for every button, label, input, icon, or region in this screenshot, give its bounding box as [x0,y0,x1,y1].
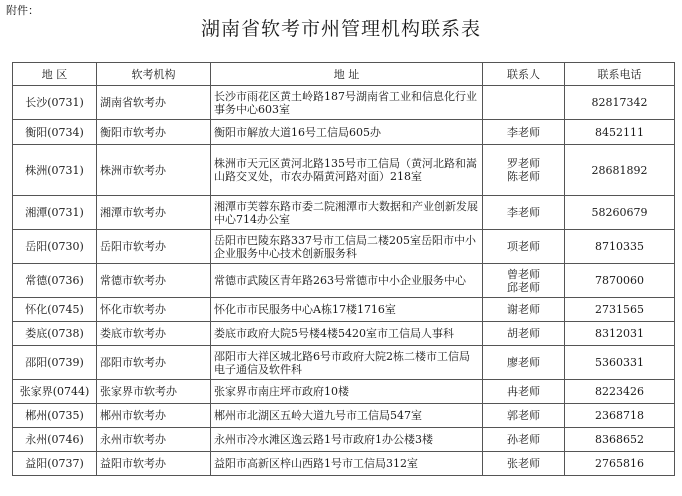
cell-office: 湖南省软考办 [97,86,211,120]
table-row [13,145,675,196]
table-row [13,264,675,298]
cell-office: 湘潭市软考办 [97,196,211,230]
cell-contact [483,298,565,322]
cell-contact [483,322,565,346]
table-row [13,322,675,346]
table-row [13,120,675,145]
cell-address: 岳阳市巴陵东路337号市工信局二楼205室岳阳市中小企业服务中心技术创新服务科 [211,230,483,264]
cell-address: 长沙市雨花区黄土岭路187号湖南省工业和信息化行业事务中心603室 [211,86,483,120]
cell-contact [483,145,565,196]
cell-phone: 28681892 [565,145,675,196]
table-row [13,346,675,380]
cell-phone: 2731565 [565,298,675,322]
contact-name: 罗老师 [507,157,540,170]
cell-office: 株洲市软考办 [97,145,211,196]
cell-office: 张家界市软考办 [97,380,211,404]
cell-address: 常德市武陵区青年路263号常德市中小企业服务中心 [211,264,483,298]
cell-region: 郴州(0735) [13,404,97,428]
cell-office: 永州市软考办 [97,428,211,452]
table-row [13,404,675,428]
cell-phone: 5360331 [565,346,675,380]
contact-name: 孙老师 [507,433,540,446]
cell-region: 怀化(0745) [13,298,97,322]
cell-contact [483,264,565,298]
cell-region: 湘潭(0731) [13,196,97,230]
cell-phone: 8223426 [565,380,675,404]
table-header-row [13,63,675,86]
header-contact: 联系人 [483,63,565,86]
contact-name: 陈老师 [507,170,540,183]
cell-phone: 8312031 [565,322,675,346]
cell-address: 衡阳市解放大道16号工信局605办 [211,120,483,145]
contact-name: 张老师 [507,457,540,470]
annex-label: 附件： [6,4,39,17]
cell-contact [483,86,565,120]
cell-region: 张家界(0744) [13,380,97,404]
cell-address: 郴州市北湖区五岭大道九号市工信局547室 [211,404,483,428]
header-address: 地 址 [211,63,483,86]
cell-region: 株洲(0731) [13,145,97,196]
cell-contact [483,230,565,264]
contact-name: 项老师 [507,240,540,253]
contact-name: 李老师 [507,206,540,219]
table-row [13,452,675,476]
table-body [13,86,675,476]
cell-address: 张家界市南庄坪市政府10楼 [211,380,483,404]
table-row [13,428,675,452]
cell-contact [483,452,565,476]
header-office: 软考机构 [97,63,211,86]
cell-region: 衡阳(0734) [13,120,97,145]
header-region: 地 区 [13,63,97,86]
cell-phone: 2368718 [565,404,675,428]
table-row [13,230,675,264]
cell-address: 湘潭市芙蓉东路市委二院湘潭市大数据和产业创新发展中心714办公室 [211,196,483,230]
cell-address: 怀化市市民服务中心A栋17楼1716室 [211,298,483,322]
cell-phone: 2765816 [565,452,675,476]
contact-name: 郭老师 [507,409,540,422]
cell-region: 常德(0736) [13,264,97,298]
cell-region: 邵阳(0739) [13,346,97,380]
cell-region: 娄底(0738) [13,322,97,346]
cell-office: 娄底市软考办 [97,322,211,346]
header-phone: 联系电话 [565,63,675,86]
contact-name: 廖老师 [507,356,540,369]
cell-region: 永州(0746) [13,428,97,452]
cell-address: 株洲市天元区黄河北路135号市工信局（黄河北路和嵩山路交叉处，市农办隔黄河路对面）218室 [211,145,483,196]
cell-contact [483,428,565,452]
cell-address: 邵阳市大祥区城北路6号市政府大院2栋二楼市工信局电子通信及软件科 [211,346,483,380]
cell-phone: 8452111 [565,120,675,145]
table-row [13,86,675,120]
table-row [13,298,675,322]
page-title: 湖南省软考市州管理机构联系表 [200,18,481,40]
cell-phone: 8368652 [565,428,675,452]
contact-name: 邱老师 [507,280,540,294]
contact-name: 胡老师 [507,327,540,340]
cell-office: 岳阳市软考办 [97,230,211,264]
cell-office: 衡阳市软考办 [97,120,211,145]
cell-phone: 82817342 [565,86,675,120]
contact-table [12,62,675,476]
cell-region: 岳阳(0730) [13,230,97,264]
cell-contact [483,196,565,230]
cell-region: 长沙(0731) [13,86,97,120]
cell-address: 益阳市高新区梓山西路1号市工信局312室 [211,452,483,476]
contact-name: 冉老师 [507,385,540,398]
cell-phone: 8710335 [565,230,675,264]
cell-region: 益阳(0737) [13,452,97,476]
cell-contact [483,120,565,145]
contact-name: 曾老师 [507,267,540,281]
table-row [13,380,675,404]
cell-office: 邵阳市软考办 [97,346,211,380]
contact-name: 李老师 [507,125,540,139]
cell-contact [483,380,565,404]
cell-office: 常德市软考办 [97,264,211,298]
cell-office: 怀化市软考办 [97,298,211,322]
cell-office: 益阳市软考办 [97,452,211,476]
cell-contact [483,404,565,428]
cell-phone: 7870060 [565,264,675,298]
contact-name: 谢老师 [507,303,540,316]
cell-phone: 58260679 [565,196,675,230]
cell-office: 郴州市软考办 [97,404,211,428]
cell-address: 娄底市政府大院5号楼4楼5420室市工信局人事科 [211,322,483,346]
cell-address: 永州市冷水滩区逸云路1号市政府1办公楼3楼 [211,428,483,452]
cell-contact [483,346,565,380]
table-row [13,196,675,230]
